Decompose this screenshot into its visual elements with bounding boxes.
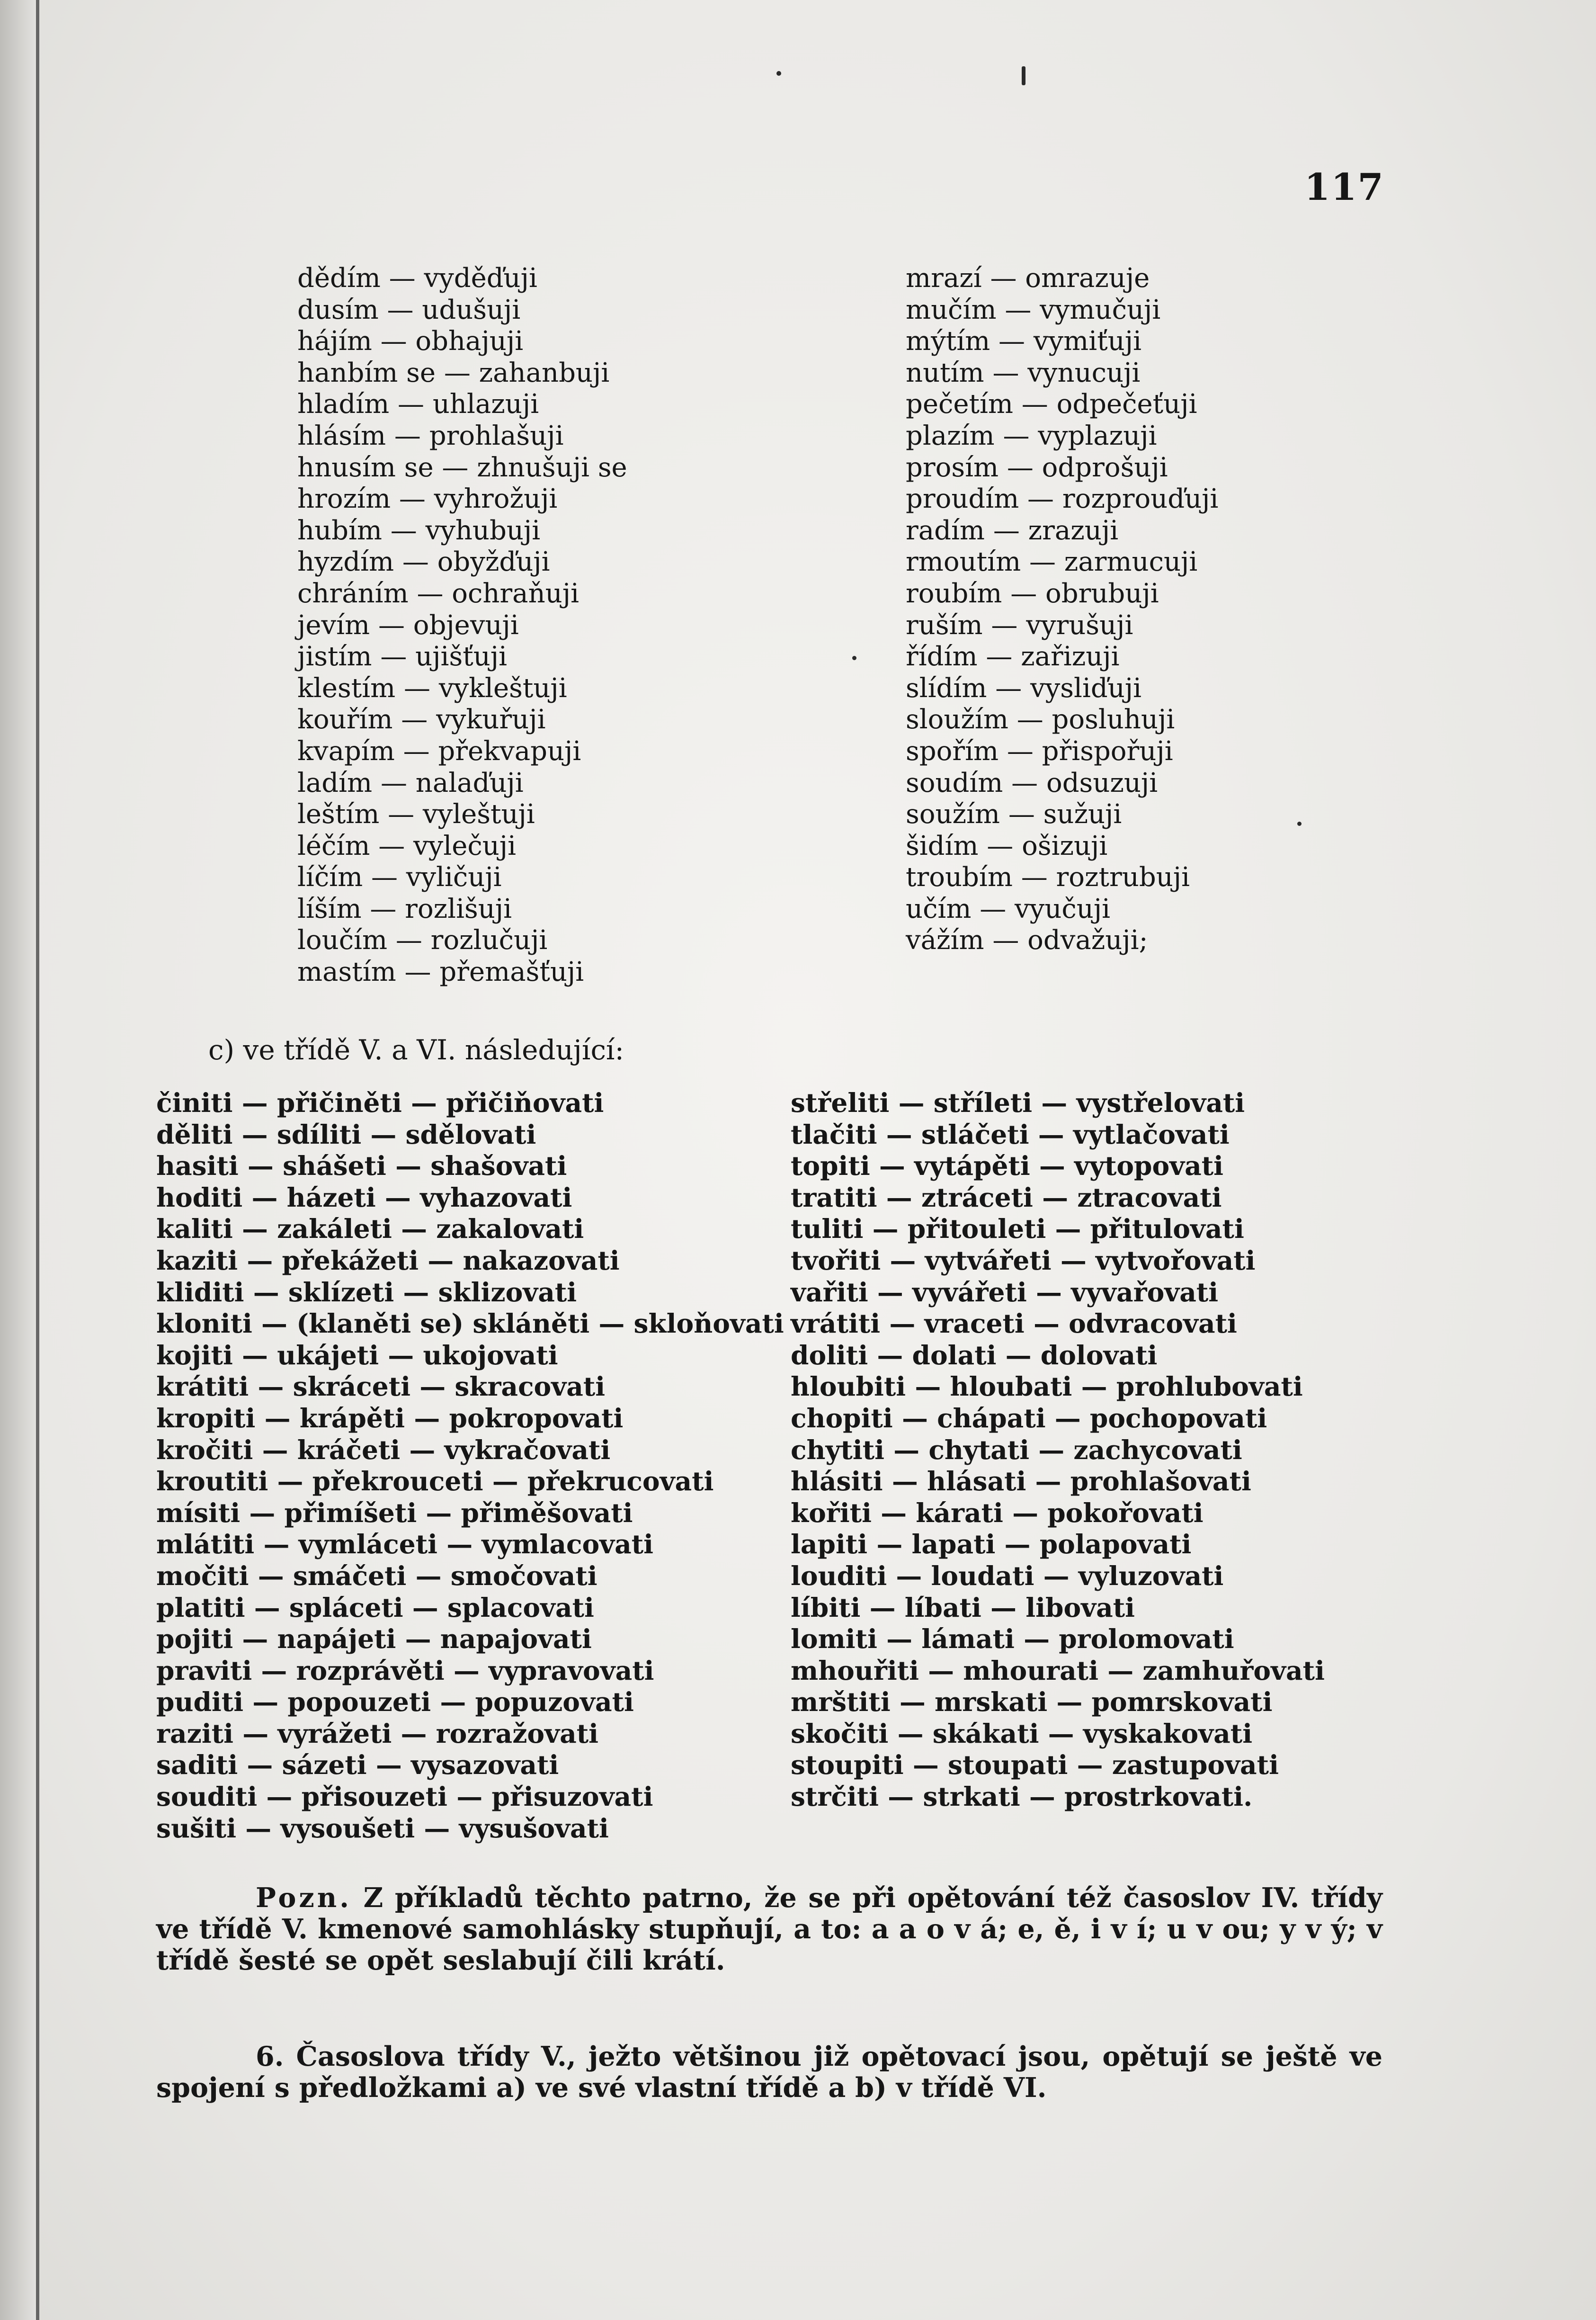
list-item: jevím — objevuji — [297, 609, 519, 641]
list-item: kaziti — překážeti — nakazovati — [156, 1245, 620, 1276]
list-item: saditi — sázeti — vysazovati — [156, 1749, 559, 1781]
list-item: spořím — přispořuji — [906, 735, 1173, 767]
list-item: hnusím se — zhnušuji se — [297, 452, 627, 483]
list-item: proudím — rozprouďuji — [906, 484, 1219, 515]
list-item: hasiti — shášeti — shašovati — [156, 1150, 567, 1182]
verb-list-c-left — [156, 1087, 784, 1844]
list-item: hlásiti — hlásati — prohlašovati — [791, 1466, 1251, 1497]
list-item: slídím — vysliďuji — [906, 672, 1142, 704]
list-item: troubím — roztrubuji — [906, 862, 1190, 893]
list-item: hloubiti — hloubati — prohlubovati — [791, 1371, 1303, 1402]
list-item: šidím — ošizuji — [906, 830, 1108, 861]
list-item: chopiti — chápati — pochopovati — [791, 1402, 1267, 1433]
list-item: chytiti — chytati — zachycovati — [791, 1434, 1242, 1465]
list-item: tuliti — přitouleti — přitulovati — [791, 1213, 1244, 1245]
list-item: střeliti — stříleti — vystřelovati — [791, 1087, 1245, 1118]
list-item: činiti — přičiněti — přičiňovati — [156, 1087, 604, 1118]
note-label: Pozn. — [256, 1882, 352, 1914]
list-item: kaliti — zakáleti — zakalovati — [156, 1213, 584, 1245]
list-item: dědím — vyděďuji — [297, 263, 537, 294]
list-item: mučím — vymučuji — [906, 294, 1161, 325]
list-item: ladím — nalaďuji — [297, 767, 524, 798]
list-item: sloužím — posluhuji — [906, 704, 1175, 735]
list-item: kroutiti — překrouceti — překrucovati — [156, 1466, 714, 1497]
list-item: klestím — vykleštuji — [297, 672, 567, 704]
list-item: líším — rozlišuji — [297, 893, 512, 924]
binding-edge — [36, 0, 39, 2320]
list-item: vařiti — vyvářeti — vyvařovati — [791, 1276, 1219, 1308]
list-item: pojiti — napájeti — napajovati — [156, 1623, 592, 1655]
list-item: močiti — smáčeti — smočovati — [156, 1560, 597, 1591]
verb-list-top-right — [906, 263, 1218, 957]
list-item: hlásím — prohlašuji — [297, 420, 564, 451]
print-speck — [1297, 822, 1302, 826]
verb-list-c-right — [791, 1087, 1325, 1813]
paragraph-6 — [156, 2041, 1382, 2104]
list-item: praviti — rozprávěti — vypravovati — [156, 1655, 654, 1686]
list-item: mrštiti — mrskati — pomrskovati — [791, 1686, 1273, 1718]
list-item: loučím — rozlučuji — [297, 925, 548, 956]
list-item: hladím — uhlazuji — [297, 389, 539, 420]
list-item: tratiti — ztráceti — ztracovati — [791, 1182, 1222, 1213]
list-item: líbiti — líbati — libovati — [791, 1592, 1135, 1623]
list-item: kouřím — vykuřuji — [297, 704, 546, 735]
list-item: kročiti — kráčeti — vykračovati — [156, 1434, 611, 1465]
verb-list-top-left — [297, 263, 627, 988]
list-item: radím — zrazuji — [906, 515, 1119, 546]
list-item: mhouřiti — mhourati — zamhuřovati — [791, 1655, 1325, 1686]
list-item: sušiti — vysoušeti — vysušovati — [156, 1812, 609, 1844]
list-item: stoupiti — stoupati — zastupovati — [791, 1749, 1279, 1781]
list-item: ruším — vyrušuji — [906, 609, 1133, 641]
list-item: skočiti — skákati — vyskakovati — [791, 1718, 1253, 1749]
list-item: vážím — odvažuji; — [906, 925, 1148, 956]
list-item: děliti — sdíliti — sdělovati — [156, 1119, 536, 1150]
section-c-heading: c) ve třídě V. a VI. následující: — [208, 1034, 624, 1066]
list-item: krátiti — skráceti — skracovati — [156, 1371, 606, 1402]
list-item: lomiti — lámati — prolomovati — [791, 1623, 1234, 1655]
list-item: tvořiti — vytvářeti — vytvořovati — [791, 1245, 1256, 1276]
note-paragraph — [156, 1882, 1382, 1976]
list-item: souditi — přisouzeti — přisuzovati — [156, 1781, 653, 1812]
list-item: kvapím — překvapuji — [297, 735, 581, 767]
list-item: mlátiti — vymláceti — vymlacovati — [156, 1529, 654, 1560]
list-item: učím — vyučuji — [906, 893, 1111, 924]
list-item: mísiti — přimíšeti — přiměšovati — [156, 1497, 633, 1528]
note-text: Z příkladů těchto patrno, že se při opětování též časoslov IV. třídy ve třídě V. kmenové samohlásky stupňují, a to: a a o v á; e, ě, i v í; u v ou; y v ý; v třídě šesté se opět seslabují čili krátí. — [156, 1882, 1382, 1976]
binding-shadow — [0, 0, 36, 2320]
list-item: nutím — vynucuji — [906, 357, 1141, 388]
list-item: doliti — dolati — dolovati — [791, 1339, 1158, 1371]
list-item: řídím — zařizuji — [906, 641, 1120, 672]
list-item: kropiti — krápěti — pokropovati — [156, 1402, 624, 1433]
list-item: kořiti — kárati — pokořovati — [791, 1497, 1204, 1528]
list-item: hrozím — vyhrožuji — [297, 484, 558, 515]
list-item: louditi — loudati — vyluzovati — [791, 1560, 1224, 1591]
print-speck — [776, 71, 781, 76]
list-item: kojiti — ukájeti — ukojovati — [156, 1339, 558, 1371]
list-item: soudím — odsuzuji — [906, 767, 1158, 798]
list-item: dusím — udušuji — [297, 294, 521, 325]
list-item: pečetím — odpečeťuji — [906, 389, 1197, 420]
list-item: rmoutím — zarmucuji — [906, 546, 1198, 578]
list-item: hájím — obhajuji — [297, 326, 524, 357]
list-item: vrátiti — vraceti — odvracovati — [791, 1308, 1237, 1339]
list-item: plazím — vyplazuji — [906, 420, 1157, 451]
list-item: hanbím se — zahanbuji — [297, 357, 610, 388]
list-item: soužím — sužuji — [906, 799, 1122, 830]
list-item: mastím — přemašťuji — [297, 957, 584, 988]
list-item: platiti — spláceti — splacovati — [156, 1592, 594, 1623]
paragraph-6-text: 6. Časoslova třídy V., ježto většinou již opětovací jsou, opětují se ještě ve spojení s předložkami a) ve své vlastní třídě a b) v třídě VI. — [156, 2041, 1382, 2104]
list-item: puditi — popouzeti — popuzovati — [156, 1686, 634, 1718]
list-item: léčím — vylečuji — [297, 830, 517, 861]
list-item: roubím — obrubuji — [906, 578, 1159, 609]
list-item: strčiti — strkati — prostrkovati. — [791, 1781, 1253, 1812]
page-number: 117 — [1304, 166, 1384, 209]
list-item: chráním — ochraňuji — [297, 578, 579, 609]
list-item: jistím — ujišťuji — [297, 641, 508, 672]
list-item: leštím — vyleštuji — [297, 799, 535, 830]
list-item: topiti — vytápěti — vytopovati — [791, 1150, 1224, 1182]
print-speck — [852, 656, 856, 660]
list-item: tlačiti — stláčeti — vytlačovati — [791, 1119, 1230, 1150]
list-item: líčím — vyličuji — [297, 862, 502, 893]
list-item: kliditi — sklízeti — sklizovati — [156, 1276, 577, 1308]
print-speck — [1022, 66, 1025, 85]
list-item: kloniti — (klaněti se) skláněti — skloňovati — [156, 1308, 784, 1339]
list-item: lapiti — lapati — polapovati — [791, 1529, 1192, 1560]
list-item: prosím — odprošuji — [906, 452, 1168, 483]
list-item: mrazí — omrazuje — [906, 263, 1150, 294]
list-item: mýtím — vymiťuji — [906, 326, 1141, 357]
list-item: raziti — vyrážeti — rozražovati — [156, 1718, 599, 1749]
list-item: hyzdím — obyžďuji — [297, 546, 550, 578]
list-item: hoditi — házeti — vyhazovati — [156, 1182, 572, 1213]
list-item: hubím — vyhubuji — [297, 515, 541, 546]
